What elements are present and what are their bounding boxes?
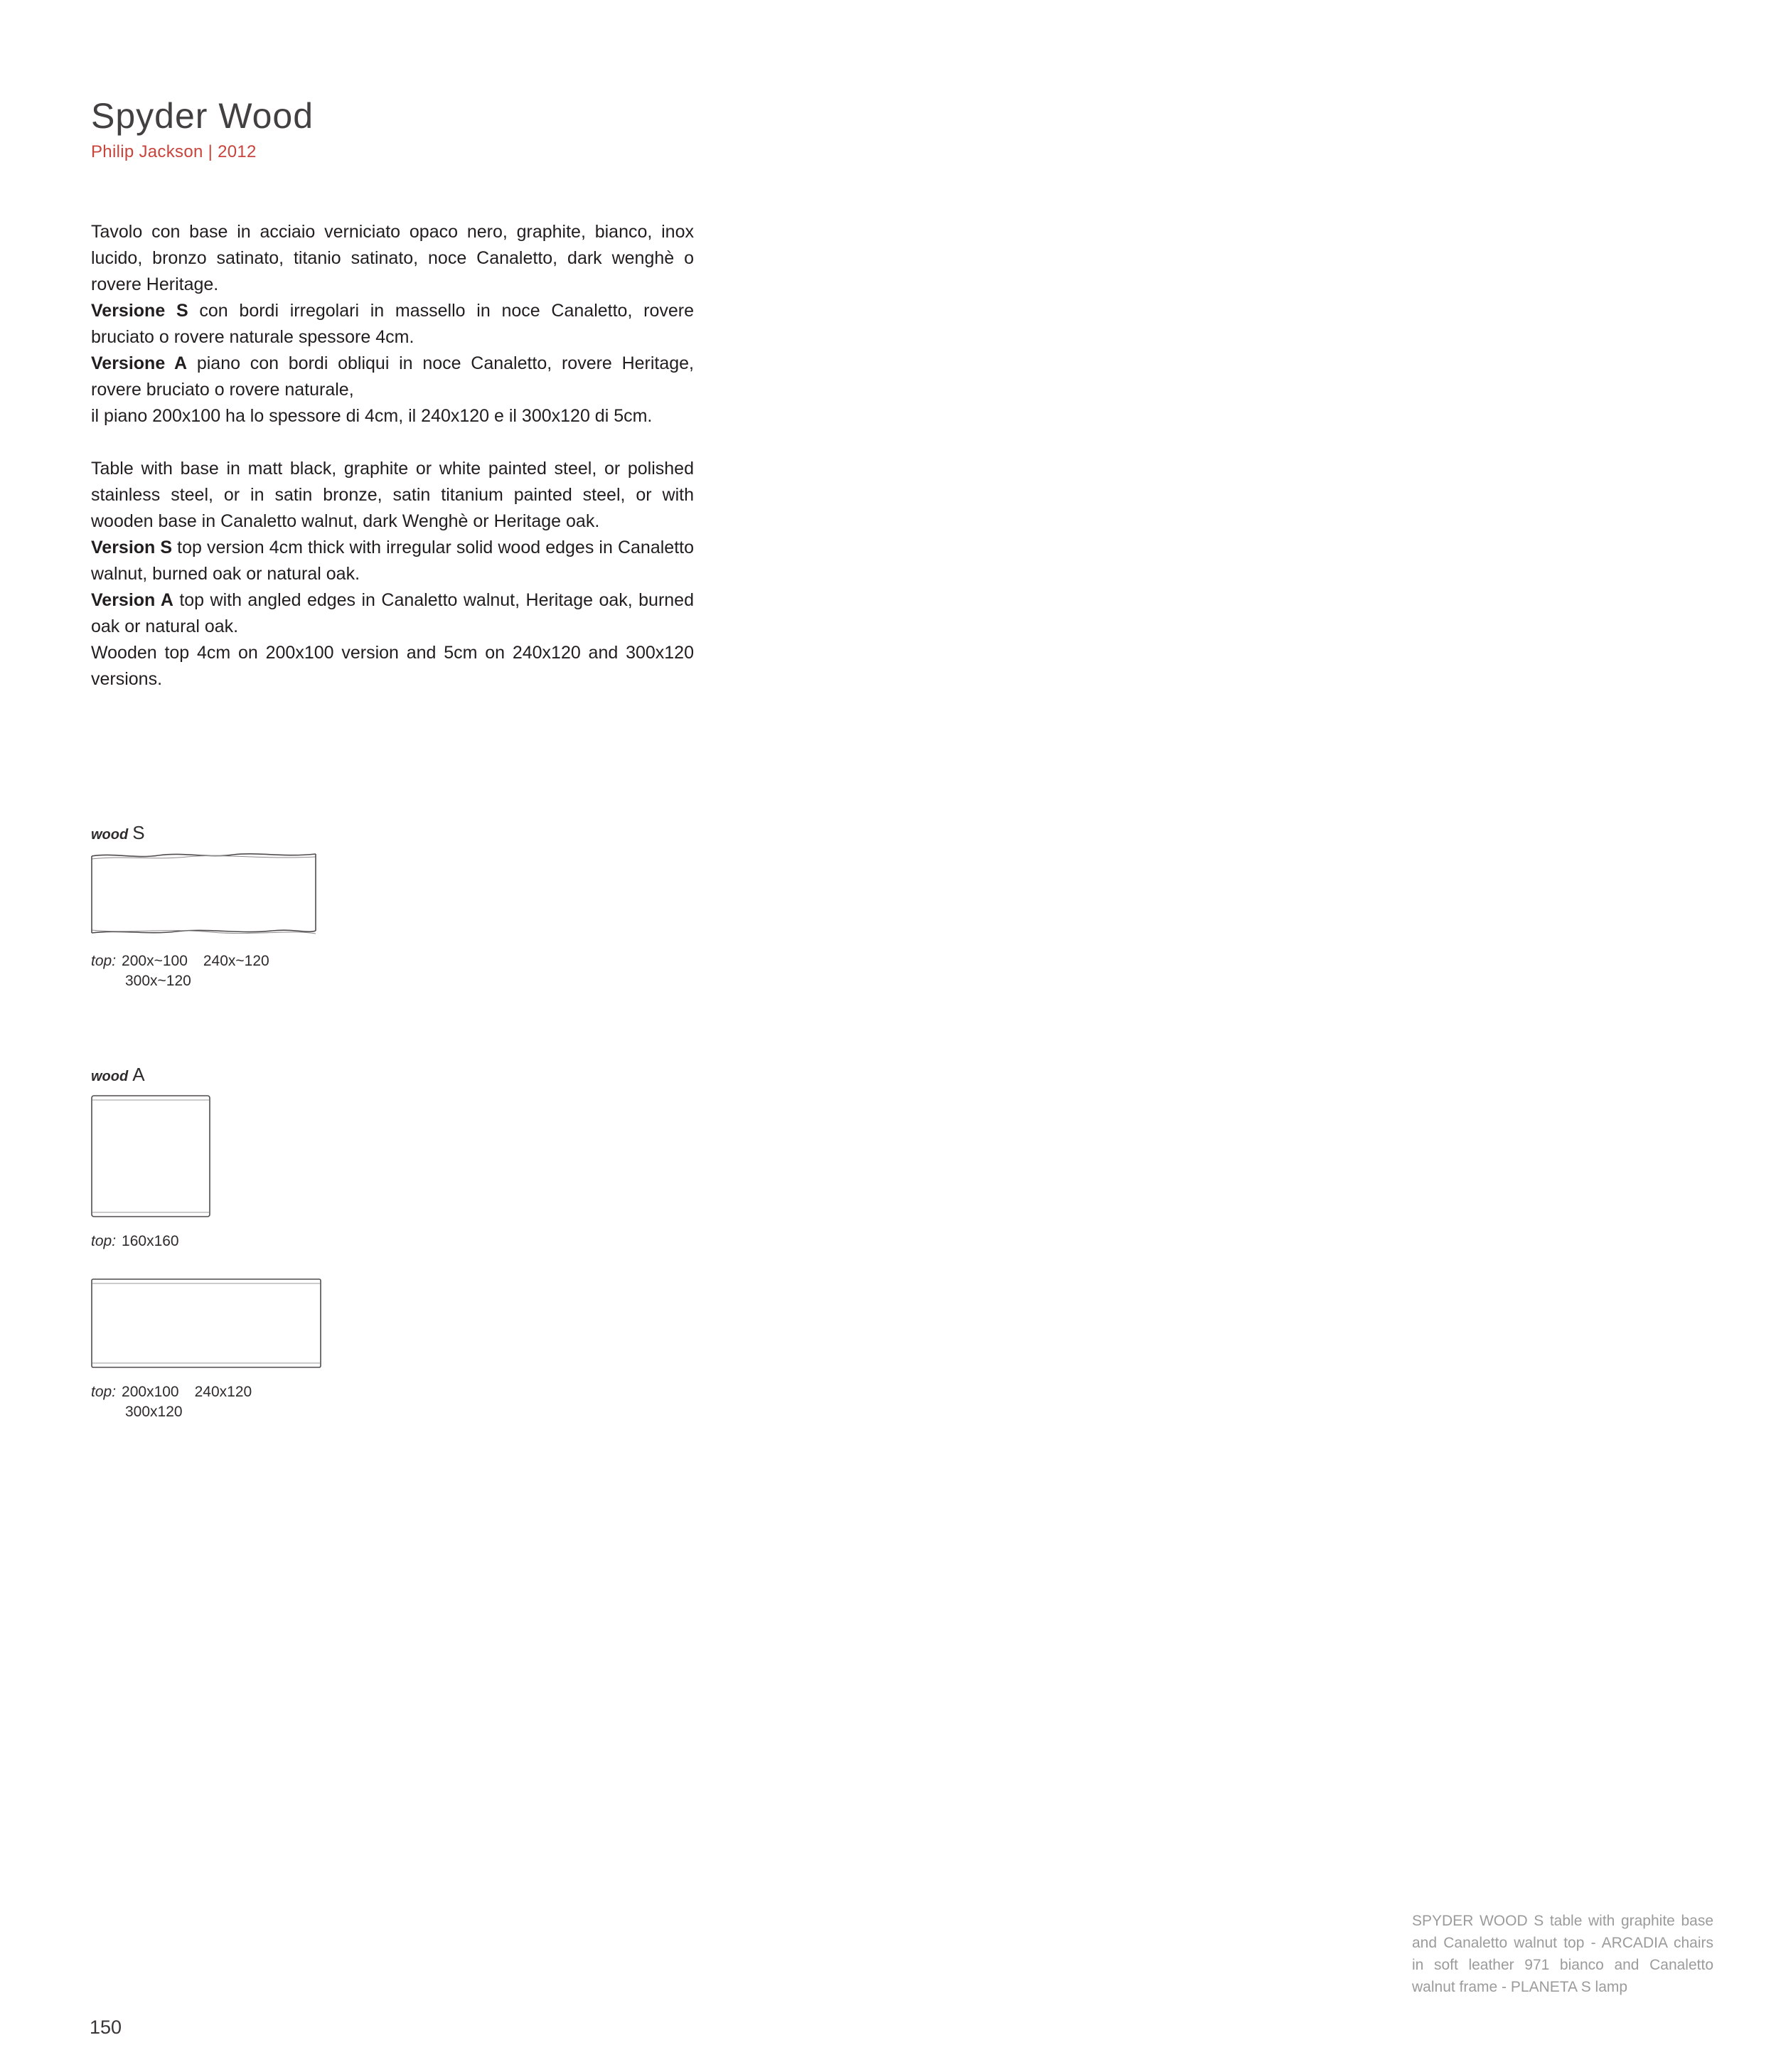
description-column: [91, 219, 694, 693]
page-number: 150: [90, 2017, 122, 2038]
description-english-p3: [91, 587, 694, 640]
description-italian-p4: il piano 200x100 ha lo spessore di 4cm, il 240x120 e il 300x120 di 5cm.: [91, 406, 653, 426]
wood-a-label-letter: A: [132, 1064, 145, 1085]
header: [91, 95, 314, 162]
wood-s-plan-drawing: [91, 850, 317, 939]
photo-caption: SPYDER WOOD S table with graphite base and Canaletto walnut top - ARCADIA chairs in soft leather 971 bianco and Canaletto walnut frame - PLANETA S lamp: [1412, 1913, 1713, 1995]
description-english-p2: [91, 535, 694, 587]
version-s-text: top version 4cm thick with irregular solid wood edges in Canaletto walnut, burned oak or natural oak.: [91, 538, 694, 584]
version-a-text: top with angled edges in Canaletto walnut, Heritage oak, burned oak or natural oak.: [91, 590, 694, 636]
designer-credit: Philip Jackson | 2012: [91, 142, 257, 161]
versione-s-label: Versione S: [91, 301, 188, 321]
wood-s-label-word: wood: [91, 827, 129, 843]
versione-s-text: con bordi irregolari in massello in noce Canaletto, rovere bruciato o rovere naturale spessore 4cm.: [91, 301, 694, 347]
version-a-label: Version A: [91, 590, 173, 610]
wood-a-rect-dims-row1: [91, 1382, 252, 1402]
wood-s-dim-3: 300x~120: [125, 973, 191, 989]
wood-s-label-letter: S: [132, 822, 145, 843]
wood-a-rect-dim-1: 200x100: [122, 1384, 179, 1400]
page-title: Spyder Wood: [91, 96, 314, 136]
wood-a-rect-dim-3: 300x120: [125, 1404, 183, 1420]
top-label: top:: [91, 1384, 117, 1400]
description-english-p4: Wooden top 4cm on 200x100 version and 5cm on 240x120 and 300x120 versions.: [91, 643, 694, 689]
wood-s-dims-row1: [91, 951, 269, 971]
wood-a-label: [91, 1064, 145, 1086]
wood-a-square-dim: 160x160: [122, 1233, 179, 1249]
description-italian-p3: [91, 351, 694, 403]
wood-s-label: [91, 822, 145, 844]
description-english-p1: Table with base in matt black, graphite or white painted steel, or polished stainless steel, or in satin bronze, satin titanium painted steel, or with wooden base in Canaletto walnut, dark Wenghè or Heritage oak.: [91, 459, 694, 531]
top-label: top:: [91, 1233, 117, 1249]
wood-a-rect-dim-2: 240x120: [194, 1384, 252, 1400]
wood-s-dim-2: 240x~120: [203, 953, 269, 969]
version-s-label: Version S: [91, 538, 173, 557]
wood-a-square-plan-drawing: [91, 1095, 210, 1217]
description-italian-p1: Tavolo con base in acciaio verniciato opaco nero, graphite, bianco, inox lucido, bronzo satinato, titanio satinato, noce Canaletto, dark wenghè o rovere Heritage.: [91, 222, 694, 294]
wood-a-square-dimensions: [91, 1232, 179, 1251]
wood-s-dimensions: [91, 951, 269, 991]
wood-a-rect-plan-drawing: [91, 1278, 321, 1368]
top-label: top:: [91, 953, 117, 969]
versione-a-text: piano con bordi obliqui in noce Canaletto, rovere Heritage, rovere bruciato o rovere naturale,: [91, 353, 695, 400]
wood-a-rect-dimensions: [91, 1382, 252, 1422]
wood-a-label-word: wood: [91, 1069, 129, 1084]
versione-a-label: Versione A: [91, 353, 188, 373]
description-italian-p2: [91, 298, 694, 351]
wood-s-dim-1: 200x~100: [122, 953, 188, 969]
